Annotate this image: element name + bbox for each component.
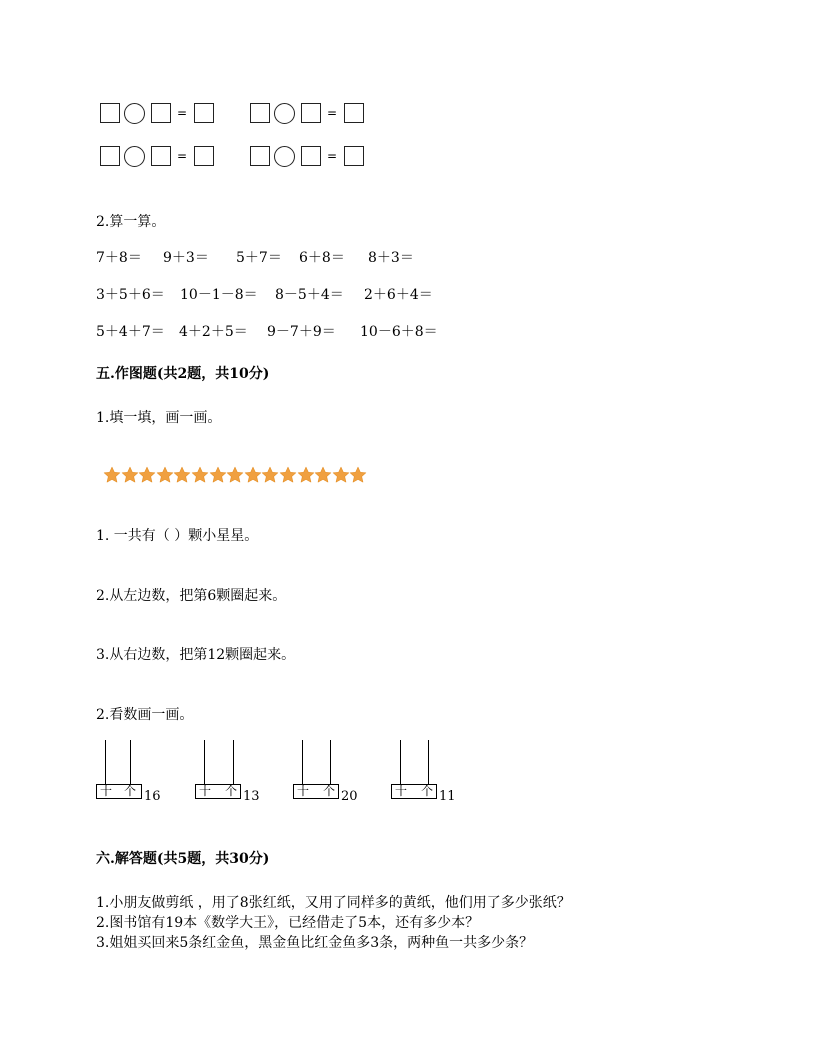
star-icon[interactable] xyxy=(261,466,279,484)
answer-box[interactable] xyxy=(194,103,214,123)
abacus-number: 11 xyxy=(439,789,456,804)
star-icon[interactable] xyxy=(332,466,350,484)
star-question-2: 2.从左边数，把第6颗圈起来。 xyxy=(96,588,287,604)
operator-circle[interactable] xyxy=(124,103,145,124)
ones-rod[interactable] xyxy=(330,740,331,788)
ones-label: 个 xyxy=(225,784,238,798)
equation-2 xyxy=(250,103,366,125)
calc-item: 10－1－8＝ xyxy=(180,287,258,303)
calc-item: 7＋8＝ xyxy=(96,250,142,266)
star-question-3: 3.从右边数，把第12颗圈起来。 xyxy=(96,647,296,663)
star-icon[interactable] xyxy=(103,466,121,484)
star-question-1: 1. 一共有（ ）颗小星星。 xyxy=(96,528,259,544)
calc-item: 4＋2＋5＝ xyxy=(179,324,248,340)
tens-label: 十 xyxy=(100,784,113,798)
answer-box[interactable] xyxy=(100,103,120,123)
star-icon[interactable] xyxy=(138,466,156,484)
abacus-number: 20 xyxy=(341,789,358,804)
abacus-number: 13 xyxy=(243,789,260,804)
word-problem-2: 2.图书馆有19本《数学大王》，已经借走了5本，还有多少本？ xyxy=(96,915,480,931)
answer-box[interactable] xyxy=(301,146,321,166)
word-problem-1: 1.小朋友做剪纸 ，用了8张红纸，又用了同样多的黄纸，他们用了多少张纸？ xyxy=(96,895,571,911)
star-icon[interactable] xyxy=(244,466,262,484)
tens-label: 十 xyxy=(395,784,408,798)
abacus-4 xyxy=(391,740,456,806)
ones-label: 个 xyxy=(421,784,434,798)
abacus-2 xyxy=(195,740,260,806)
star-icon[interactable] xyxy=(297,466,315,484)
ones-label: 个 xyxy=(124,784,137,798)
calc-item: 8＋3＝ xyxy=(368,250,414,266)
answer-box[interactable] xyxy=(151,146,171,166)
star-icon[interactable] xyxy=(314,466,332,484)
operator-circle[interactable] xyxy=(274,103,295,124)
answer-box[interactable] xyxy=(250,103,270,123)
star-icon[interactable] xyxy=(349,466,367,484)
star-icon[interactable] xyxy=(226,466,244,484)
ones-rod[interactable] xyxy=(233,740,234,788)
calc-item: 2＋6＋4＝ xyxy=(364,287,433,303)
section5-heading: 五.作图题(共2题，共10分) xyxy=(96,366,270,382)
calc-item: 3＋5＋6＝ xyxy=(96,287,165,303)
equation-3 xyxy=(100,146,216,168)
tens-rod[interactable] xyxy=(204,740,205,788)
answer-box[interactable] xyxy=(344,146,364,166)
equals-sign: = xyxy=(327,106,338,120)
tens-rod[interactable] xyxy=(400,740,401,788)
star-icon[interactable] xyxy=(209,466,227,484)
answer-box[interactable] xyxy=(100,146,120,166)
calc-item: 10－6＋8＝ xyxy=(360,324,438,340)
equation-4 xyxy=(250,146,366,168)
calc-item: 6＋8＝ xyxy=(299,250,345,266)
star-icon[interactable] xyxy=(121,466,139,484)
abacus-number: 16 xyxy=(144,789,161,804)
ones-rod[interactable] xyxy=(130,740,131,788)
ones-rod[interactable] xyxy=(428,740,429,788)
star-row xyxy=(103,466,367,486)
star-icon[interactable] xyxy=(173,466,191,484)
equals-sign: = xyxy=(177,149,188,163)
section5-q1-title: 1.填一填，画一画。 xyxy=(96,410,222,426)
answer-box[interactable] xyxy=(250,146,270,166)
answer-box[interactable] xyxy=(194,146,214,166)
operator-circle[interactable] xyxy=(274,146,295,167)
star-icon[interactable] xyxy=(279,466,297,484)
calc-item: 8－5＋4＝ xyxy=(275,287,344,303)
equals-sign: = xyxy=(177,106,188,120)
tens-label: 十 xyxy=(297,784,310,798)
answer-box[interactable] xyxy=(301,103,321,123)
section5-q2-title: 2.看数画一画。 xyxy=(96,707,194,723)
equals-sign: = xyxy=(327,149,338,163)
calc-item: 9＋3＝ xyxy=(163,250,209,266)
word-problem-3: 3.姐姐买回来5条红金鱼，黑金鱼比红金鱼多3条，两种鱼一共多少条？ xyxy=(96,935,534,951)
tens-rod[interactable] xyxy=(302,740,303,788)
calc-item: 5＋4＋7＝ xyxy=(96,324,165,340)
operator-circle[interactable] xyxy=(124,146,145,167)
tens-rod[interactable] xyxy=(105,740,106,788)
answer-box[interactable] xyxy=(151,103,171,123)
answer-box[interactable] xyxy=(344,103,364,123)
abacus-3 xyxy=(293,740,358,806)
calc-item: 5＋7＝ xyxy=(236,250,282,266)
tens-label: 十 xyxy=(199,784,212,798)
star-icon[interactable] xyxy=(156,466,174,484)
section6-heading: 六.解答题(共5题，共30分) xyxy=(96,851,270,867)
calc-item: 9－7＋9＝ xyxy=(267,324,336,340)
abacus-1 xyxy=(96,740,161,806)
star-icon[interactable] xyxy=(191,466,209,484)
ones-label: 个 xyxy=(323,784,336,798)
calc-section-title: 2.算一算。 xyxy=(96,214,166,230)
equation-1 xyxy=(100,103,216,125)
